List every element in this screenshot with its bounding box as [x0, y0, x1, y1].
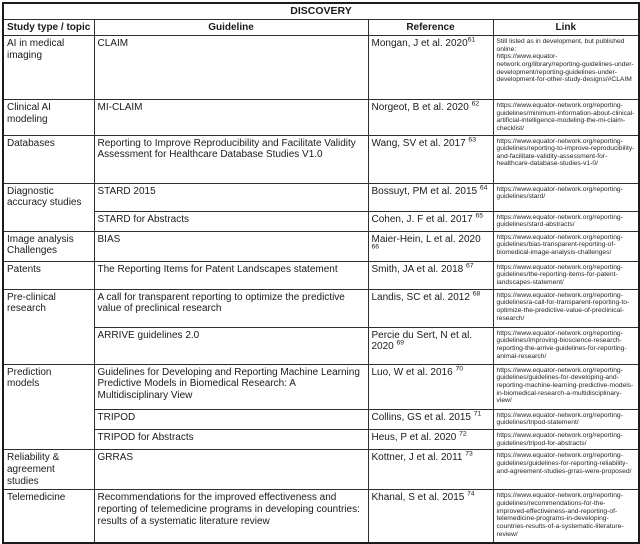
study-type-cell: Reliability & agreement studies	[3, 450, 94, 490]
study-type-cell: Pre-clinical research	[3, 289, 94, 364]
reference-cell	[368, 289, 493, 327]
citation-superscript: 69	[396, 340, 405, 348]
link-cell	[493, 364, 639, 409]
table-title-row	[3, 3, 639, 20]
reference-text: Percie du Sert, N et al. 2020	[371, 329, 473, 353]
guideline-cell: Guidelines for Developing and Reporting Machine Learning Predictive Models in Biomedical Research: A Multidisciplinary View	[94, 364, 368, 409]
reference-text: Smith, JA et al. 2018	[371, 263, 466, 275]
table-row	[3, 36, 639, 100]
reference-cell	[368, 36, 493, 100]
citation-superscript: 71	[473, 410, 482, 418]
guideline-cell: STARD for Abstracts	[94, 211, 368, 231]
link-url[interactable]: https://www.equator-network.org/reporting-guidelines/bias-transparent-reporting-of-biomedical-image-analysis-challenges/	[496, 233, 623, 257]
reference-text: Cohen, J. F et al. 2017	[371, 213, 476, 225]
study-type-cell: Diagnostic accuracy studies	[3, 183, 94, 231]
guideline-cell: The Reporting Items for Patent Landscapes statement	[94, 261, 368, 289]
link-cell	[493, 409, 639, 429]
reference-cell	[368, 231, 493, 261]
table-row	[3, 183, 639, 211]
guideline-cell: A call for transparent reporting to optimize the predictive value of preclinical research	[94, 289, 368, 327]
citation-superscript: 67	[466, 262, 474, 270]
citation-superscript: 74	[467, 491, 475, 498]
column-header-study-type: Study type / topic	[3, 20, 94, 36]
link-url[interactable]: https://www.equator-network.org/reporting-guidelines/tripod-for-abstracts/	[496, 432, 623, 447]
reference-cell	[368, 261, 493, 289]
reference-text: Norgeot, B et al. 2020	[371, 102, 472, 113]
table-row	[3, 231, 639, 261]
reference-cell	[368, 364, 493, 409]
reference-cell	[368, 490, 493, 543]
link-cell	[493, 450, 639, 490]
guideline-cell: STARD 2015	[94, 183, 368, 211]
citation-superscript: 72	[459, 430, 467, 438]
study-type-cell: Clinical AI modeling	[3, 100, 94, 136]
link-url[interactable]: https://www.equator-network.org/reporting-guidelines/guidelines-for-developing-and-reporting-machine-learning-predictive-models-in-biomedical-research-a-multidisciplinary-view/	[496, 366, 634, 405]
table-row	[3, 135, 639, 183]
guideline-cell: TRIPOD for Abstracts	[94, 430, 368, 450]
guideline-cell: CLAIM	[94, 36, 368, 100]
citation-superscript: 62	[471, 100, 480, 108]
citation-superscript: 73	[465, 451, 473, 458]
study-type-cell: Patents	[3, 261, 94, 289]
link-cell	[493, 100, 639, 136]
table-header-row	[3, 20, 639, 36]
reference-text: Wang, SV et al. 2017	[371, 137, 469, 149]
link-url[interactable]: https://www.equator-network.org/reporting-guidelines/improving-bioscience-research-reporting-the-arrive-guidelines-for-reporting-animal-research/	[496, 329, 627, 360]
study-type-cell: Image analysis Challenges	[3, 231, 94, 261]
citation-superscript: 65	[475, 212, 484, 220]
reference-text: Bossuyt, PM et al. 2015	[371, 185, 480, 197]
guideline-cell: ARRIVE guidelines 2.0	[94, 327, 368, 364]
guideline-cell: Recommendations for the improved effectiveness and reporting of telemedicine programs in developing countries: results of a systematic literature review	[94, 490, 368, 543]
reference-text: Khanal, S et al. 2015	[371, 492, 468, 504]
link-url[interactable]: https://www.equator-network.org/reporting-guidelines/recommendations-for-the-improved-effectiveness-and-reporting-of-telemedicine-programs-in-developing-countries-results-of-a-systematic-literature-review/	[496, 492, 624, 538]
table-row	[3, 450, 639, 490]
reference-cell	[368, 430, 493, 450]
reference-cell	[368, 211, 493, 231]
study-type-cell: Telemedicine	[3, 490, 94, 543]
guideline-cell: MI-CLAIM	[94, 100, 368, 136]
link-url[interactable]: https://www.equator-network.org/library/reporting-guidelines-under-development/reporting-guidelines-under-development-for-other-study-designs/#CLAIM	[496, 53, 634, 84]
link-cell	[493, 430, 639, 450]
reference-cell	[368, 450, 493, 490]
citation-superscript: 63	[468, 136, 476, 144]
table-row	[3, 490, 639, 543]
guideline-cell: BIAS	[94, 231, 368, 261]
table-row	[3, 327, 639, 364]
column-header-link: Link	[493, 20, 639, 36]
link-cell	[493, 490, 639, 543]
reference-text: Luo, W et al. 2016	[371, 366, 456, 378]
reference-cell	[368, 100, 493, 136]
citation-superscript: 70	[455, 365, 464, 373]
table-title: DISCOVERY	[3, 3, 639, 20]
guidelines-table	[2, 2, 640, 544]
citation-superscript: 61	[467, 36, 476, 44]
link-url[interactable]: https://www.equator-network.org/reporting-guidelines/the-reporting-items-for-patent-landscapes-statement/	[496, 263, 623, 287]
table-row	[3, 364, 639, 409]
study-type-cell: Databases	[3, 135, 94, 183]
reference-cell	[368, 183, 493, 211]
column-header-guideline: Guideline	[94, 20, 368, 36]
study-type-cell: AI in medical imaging	[3, 36, 94, 100]
table-row	[3, 289, 639, 327]
table-row	[3, 430, 639, 450]
link-url[interactable]: https://www.equator-network.org/reporting-guidelines/guidelines-for-reporting-reliability-and-agreement-studies-grras-were-proposed/	[496, 452, 632, 475]
table-row	[3, 211, 639, 231]
citation-superscript: 64	[479, 184, 488, 192]
link-cell	[493, 183, 639, 211]
reference-text: Maier-Hein, L et al. 2020	[371, 233, 481, 245]
citation-superscript: 66	[371, 244, 380, 252]
link-note: Still listed as in development, but published online:	[496, 38, 625, 53]
link-url[interactable]: https://www.equator-network.org/reporting-guidelines/tripod-statement/	[496, 411, 623, 427]
reference-text: Mongan, J et al. 2020	[371, 38, 468, 49]
reference-cell	[368, 409, 493, 429]
reference-text: Kottner, J et al. 2011	[371, 452, 466, 464]
link-url[interactable]: https://www.equator-network.org/reporting-guidelines/stard-abstracts/	[496, 213, 623, 229]
table-row	[3, 409, 639, 429]
citation-superscript: 68	[472, 290, 481, 298]
table-row	[3, 100, 639, 136]
link-cell	[493, 231, 639, 261]
column-header-reference: Reference	[368, 20, 493, 36]
study-type-cell: Prediction models	[3, 364, 94, 450]
link-url[interactable]: https://www.equator-network.org/reporting-guidelines/minimum-information-about-clinical-artificial-intelligence-modeling-the-mi-claim-checklist/	[496, 102, 635, 132]
link-url[interactable]: https://www.equator-network.org/reporting-guidelines/stard/	[496, 185, 623, 201]
link-cell	[493, 211, 639, 231]
link-cell	[493, 327, 639, 364]
link-cell	[493, 135, 639, 183]
link-cell	[493, 261, 639, 289]
link-url[interactable]: https://www.equator-network.org/reporting-guidelines/a-call-for-transparent-reporting-to-optimize-the-predictive-value-of-preclinical-research/	[496, 291, 630, 322]
link-url[interactable]: https://www.equator-network.org/reporting-guidelines/reporting-to-improve-reproducibility-and-facilitate-validity-assessment-for-healthcare-database-studies-v1-0/	[496, 137, 635, 168]
guideline-cell: Reporting to Improve Reproducibility and Facilitate Validity Assessment for Healthcare Database Studies V1.0	[94, 135, 368, 183]
guideline-cell: GRRAS	[94, 450, 368, 490]
link-cell	[493, 36, 639, 100]
reference-text: Heus, P et al. 2020	[371, 432, 460, 444]
link-cell	[493, 289, 639, 327]
table-row	[3, 261, 639, 289]
guideline-cell: TRIPOD	[94, 409, 368, 429]
reference-text: Collins, GS et al. 2015	[371, 411, 474, 423]
reference-cell	[368, 135, 493, 183]
reference-text: Landis, SC et al. 2012	[371, 291, 473, 303]
reference-cell	[368, 327, 493, 364]
